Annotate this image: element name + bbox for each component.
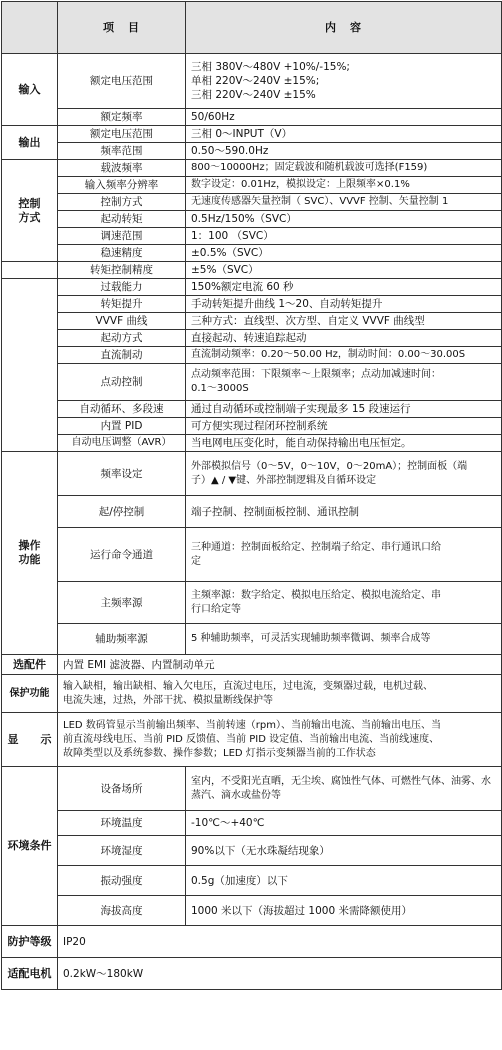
row-label: 过载能力 [58,279,186,296]
row-value: 0.5g（加速度）以下 [186,866,502,896]
category-protection: 保护功能 [2,675,58,713]
value-line: 三相 380V～480V +10%/-15%; [191,61,350,73]
category-motor: 适配电机 [2,958,58,990]
row-label: 运行命令通道 [58,528,186,582]
category-line: 方式 [18,210,41,224]
category-line: 操作 [18,539,41,552]
row-label: 载波频率 [58,160,186,177]
row-label: 起动方式 [58,330,186,347]
table-row [2,211,502,228]
row-value: 无速度传感器矢量控制（ SVC）、VVVF 控制、矢量控制 1 [186,194,502,211]
row-value: 内置 EMI 滤波器、内置制动单元 [58,655,502,675]
category-control [2,160,58,262]
row-label: 起动转矩 [58,211,186,228]
table-row [2,126,502,143]
row-label: 起/停控制 [58,496,186,528]
row-label: 环境温度 [58,811,186,836]
category-line: 功能 [18,553,41,566]
table-row [2,452,502,496]
row-value: 当电网电压变化时，能自动保持输出电压恒定。 [186,435,502,452]
value-line: 行口给定等 [191,603,241,615]
row-value: 手动转矩提升曲线 1～20、自动转矩提升 [186,296,502,313]
row-value: 0.50～590.0Hz [186,143,502,160]
row-label: 海拔高度 [58,896,186,926]
row-value [186,528,502,582]
row-value [58,713,502,767]
table-row [2,143,502,160]
table-row [2,582,502,624]
row-value: 50/60Hz [186,109,502,126]
value-line: 点动频率范围：下限频率～上限频率；点动加减速时间： [191,369,441,380]
table-row [2,245,502,262]
row-value: 三种方式：直线型、次方型、自定义 VVVF 曲线型 [186,313,502,330]
table-row [2,228,502,245]
table-row [2,655,502,675]
row-value: ±0.5%（SVC） [186,245,502,262]
category-spacer [2,262,58,279]
table-row [2,194,502,211]
category-line: 控制 [18,196,41,210]
table-row [2,347,502,364]
table-row [2,330,502,347]
row-value: 90%以下（无水珠凝结现象） [186,836,502,866]
row-value: 通过自动循环或控制端子实现最多 15 段速运行 [186,401,502,418]
row-label: 控制方式 [58,194,186,211]
row-value: 数字设定：0.01Hz，模拟设定：上限频率×0.1% [186,177,502,194]
table-row [2,926,502,958]
table-row [2,496,502,528]
table-row [2,866,502,896]
row-label: 自动电压调整（AVR） [58,435,186,452]
value-line: 输入缺相，输出缺相、输入欠电压，直流过电压，过电流，变频器过载，电机过载、 [63,680,433,692]
spec-table [1,1,502,990]
row-value: 端子控制、控制面板控制、通讯控制 [186,496,502,528]
table-row [2,109,502,126]
table-row [2,279,502,296]
row-label: 频率设定 [58,452,186,496]
row-value: 150%额定电流 60 秒 [186,279,502,296]
row-label: 辅助频率源 [58,624,186,655]
table-row [2,160,502,177]
row-value: 直接起动、转速追踪起动 [186,330,502,347]
table-row [2,262,502,279]
table-row [2,296,502,313]
row-value [186,364,502,401]
row-value [186,452,502,496]
value-line: 外部模拟信号（0～5V，0～10V，0～20mA）；控制面板（端 [191,460,468,472]
row-label: 直流制动 [58,347,186,364]
row-label: 额定电压范围 [58,54,186,109]
table-row [2,958,502,990]
row-label: 转矩控制精度 [58,262,186,279]
row-label: 环境湿度 [58,836,186,866]
table-row [2,675,502,713]
row-label: 自动循环、多段速 [58,401,186,418]
row-value: 可方便实现过程闭环控制系统 [186,418,502,435]
table-row [2,836,502,866]
row-label: 主频率源 [58,582,186,624]
category-output: 输出 [2,126,58,160]
value-line: 三种通道：控制面板给定、控制端子给定、串行通讯口给 [191,541,441,553]
row-value [186,582,502,624]
row-label: 输入频率分辨率 [58,177,186,194]
value-line: 蒸汽、滴水或盐份等 [191,789,281,801]
value-line: 主频率源：数字给定、模拟电压给定、模拟电流给定、串 [191,589,441,601]
row-value: 5 种辅助频率，可灵活实现辅助频率微调、频率合成等 [186,624,502,655]
value-line: LED 数码管显示当前输出频率、当前转速（rpm）、当前输出电流、当前输出电压、当 [63,719,441,731]
table-row [2,54,502,109]
table-row [2,811,502,836]
row-value: 0.5Hz/150%（SVC） [186,211,502,228]
row-label: VVVF 曲线 [58,313,186,330]
row-label: 内置 PID [58,418,186,435]
row-label: 额定电压范围 [58,126,186,143]
value-line: 0.1～3000S [191,383,249,394]
row-label: 稳速精度 [58,245,186,262]
value-line: 室内，不受阳光直晒，无尘埃、腐蚀性气体、可燃性气体、油雾、水 [191,775,491,787]
header-content: 内容 [186,2,502,54]
row-value: 1：100 （SVC） [186,228,502,245]
table-row [2,896,502,926]
value-line: 故障类型以及系统参数、操作参数；LED 灯指示变频器当前的工作状态 [63,747,376,759]
row-value: 直流制动频率：0.20～50.00 Hz，制动时间：0.00～30.00S [186,347,502,364]
row-value: 0.2kW～180kW [58,958,502,990]
category-function [2,279,58,452]
row-value: 800～10000Hz；固定载波和随机载波可选择(F159) [186,160,502,177]
category-ip-rating: 防护等级 [2,926,58,958]
category-input: 输入 [2,54,58,126]
row-label: 调速范围 [58,228,186,245]
row-value [186,54,502,109]
table-row [2,435,502,452]
row-value: -10℃～+40℃ [186,811,502,836]
category-options: 选配件 [2,655,58,675]
value-line: 三相 220V～240V ±15% [191,89,316,101]
category-operation [2,452,58,655]
row-value [58,675,502,713]
row-value [186,767,502,811]
header-item: 项目 [58,2,186,54]
row-label: 设备场所 [58,767,186,811]
value-line: 定 [191,555,201,567]
header-spacer [2,2,58,54]
row-value: 三相 0～INPUT（V） [186,126,502,143]
table-row [2,401,502,418]
table-row [2,177,502,194]
table-row [2,418,502,435]
value-line: 子）▲ / ▼键、外部控制逻辑及自循环设定 [191,474,377,486]
table-row [2,767,502,811]
table-row [2,713,502,767]
value-line: 前直流母线电压、当前 PID 反馈值、当前 PID 设定值、当前输出电流、当前线速度、 [63,733,440,745]
row-label: 额定频率 [58,109,186,126]
table-row [2,528,502,582]
table-row [2,624,502,655]
table-row [2,313,502,330]
row-value: ±5%（SVC） [186,262,502,279]
row-value: IP20 [58,926,502,958]
row-label: 点动控制 [58,364,186,401]
row-label: 转矩提升 [58,296,186,313]
value-line: 单相 220V～240V ±15%; [191,75,320,87]
row-label: 频率范围 [58,143,186,160]
table-row [2,364,502,401]
table-header [2,2,502,54]
category-environment: 环境条件 [2,767,58,926]
category-display: 显 示 [2,713,58,767]
value-line: 电流失速，过热，外部干扰、模拟量断线保护等 [63,694,273,706]
row-label: 振动强度 [58,866,186,896]
row-value: 1000 米以下（海拔超过 1000 米需降额使用） [186,896,502,926]
